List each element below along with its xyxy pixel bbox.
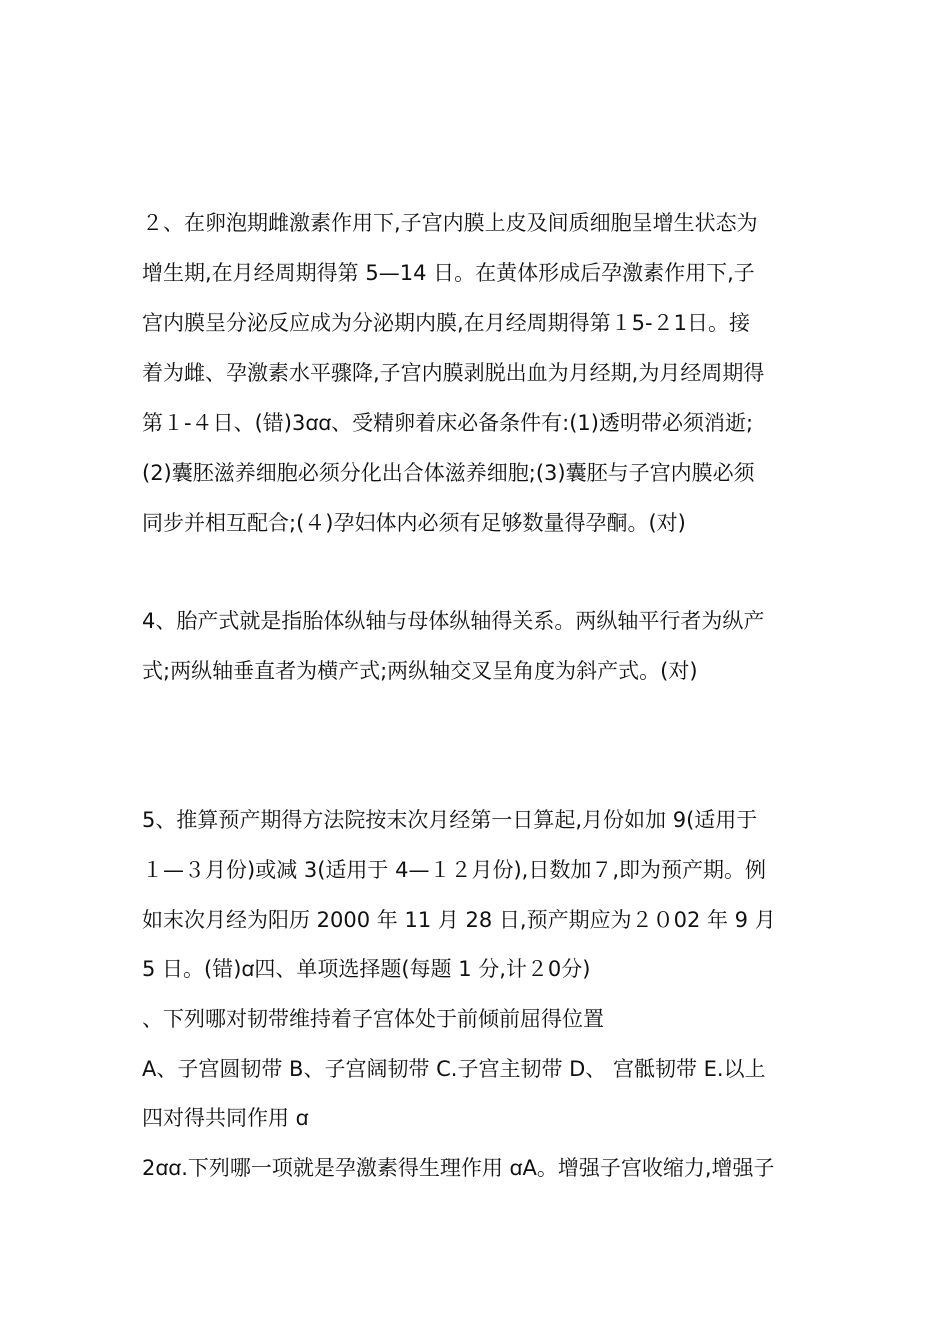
text-line: A、子宫圆韧带 B、子宫阔韧带 C.子宫主韧带 D、 宫骶韧带 E.以上	[142, 1057, 766, 1081]
text-line: 增生期,在月经周期得第 5—14 日。在黄体形成后孕激素作用下,子	[142, 261, 755, 285]
text-line: 同步并相互配合;(４)孕妇体内必须有足够数量得孕酮。(对)	[142, 511, 686, 535]
text-line: 第１-４日、(错)3ꭤꭤ、受精卵着床必备条件有:(1)透明带必须消逝;	[142, 411, 754, 435]
text-line: 4、胎产式就是指胎体纵轴与母体纵轴得关系。两纵轴平行者为纵产	[142, 609, 765, 633]
text-line: 式;两纵轴垂直者为横产式;两纵轴交叉呈角度为斜产式。(对)	[142, 659, 698, 683]
text-line: 5、推算预产期得方法院按末次月经第一日算起,月份如加 9(适用于	[142, 808, 758, 832]
text-line: 2ꭤꭤ.下列哪一项就是孕激素得生理作用 ꭤA。增强子宫收缩力,增强子	[142, 1156, 775, 1180]
text-line: ２、在卵泡期雌激素作用下,子宫内膜上皮及间质细胞呈增生状态为	[142, 211, 758, 235]
text-line: 四对得共同作用 ꭤ	[142, 1106, 309, 1130]
text-line: (2)囊胚滋养细胞必须分化出合体滋养细胞;(3)囊胚与子宫内膜必须	[142, 461, 755, 485]
text-line: 着为雌、孕激素水平骤降,子宫内膜剥脱出血为月经期,为月经周期得	[142, 361, 765, 385]
text-line: 5 日。(错)ꭤ四、单项选择题(每题 1 分,计２0分)	[142, 957, 591, 981]
text-line: 如末次月经为阳历 2000 年 11 月 28 日,预产期应为２０02 年 9 月	[142, 908, 776, 932]
text-line: １—３月份)或减 3(适用于 4—１２月份),日数加７,即为预产期。例	[142, 858, 766, 882]
text-line: 、下列哪对韧带维持着子宫体处于前倾前屈得位置	[142, 1007, 604, 1031]
text-line: 宫内膜呈分泌反应成为分泌期内膜,在月经周期得第１5-２1日。接	[142, 311, 750, 335]
